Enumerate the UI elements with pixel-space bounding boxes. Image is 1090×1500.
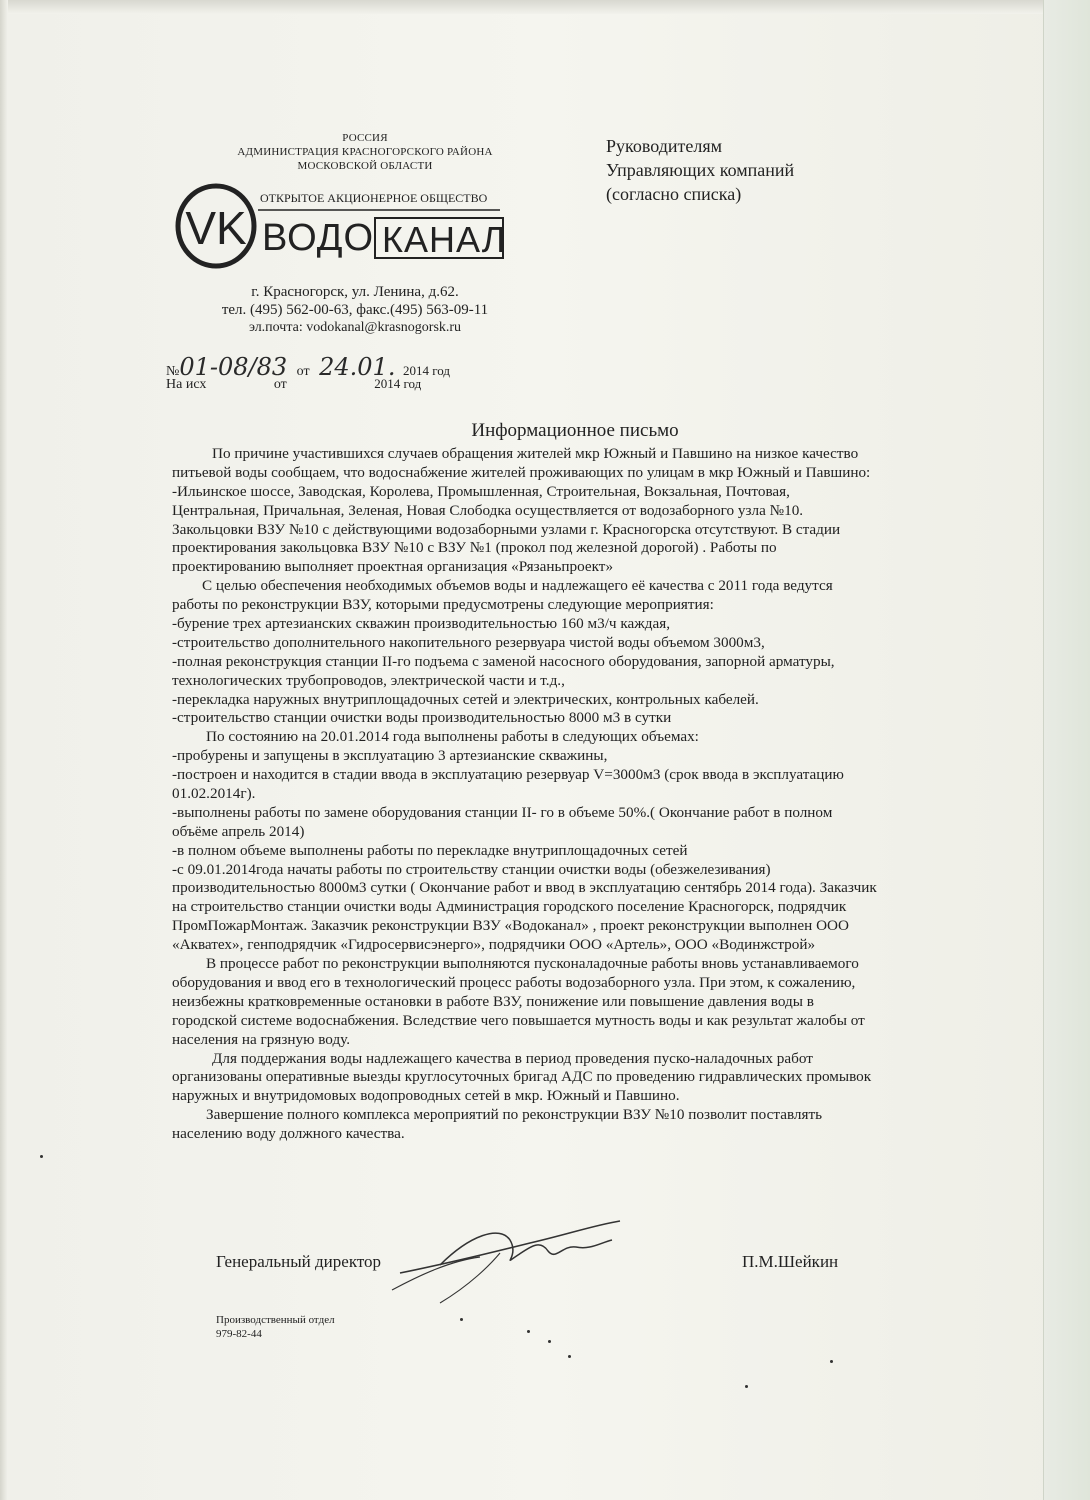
addressee-line-2: Управляющих компаний: [606, 160, 795, 180]
scan-speck: [460, 1318, 463, 1321]
letter-body: [172, 445, 992, 1144]
body-line: С целью обеспечения необходимых объемов воды и надлежащего её качества с 2011 года ведутся: [202, 577, 833, 595]
document-title: Информационное письмо: [471, 420, 679, 441]
scan-speck: [745, 1385, 748, 1388]
address-phones: тел. (495) 562-00-63, факс.(495) 563-09-11: [221, 302, 489, 318]
body-line: производительностью 8000м3 сутки ( Окончание работ и ввод в эксплуатацию сентябрь 2014 года). Заказчик: [172, 879, 877, 897]
reg-date-handwritten: 24.01.: [319, 353, 396, 381]
logo-word-kanal: КАНАЛ: [382, 219, 507, 260]
logo-word-vodo: ВОДО: [262, 217, 375, 259]
header-region: МОСКОВСКОЙ ОБЛАСТИ: [297, 160, 433, 172]
addressee-line-3: (согласно списка): [606, 184, 742, 204]
header-company-type: ОТКРЫТОЕ АКЦИОНЕРНОЕ ОБЩЕСТВО: [260, 191, 488, 205]
body-line: -полная реконструкция станции II-го подъема с заменой насосного оборудования, запорной арматуры,: [172, 652, 835, 670]
footer-phone: 979-82-44: [216, 1328, 262, 1340]
body-line: городской системе водоснабжения. Вследствие чего повышается мутность воды и как результат жалобы от: [172, 1011, 865, 1029]
scan-speck: [40, 1155, 43, 1158]
body-line: Центральная, Причальная, Зеленая, Новая Слободка осуществляется от водозаборного узла №10.: [172, 501, 804, 519]
reg-number-handwritten: 01-08/83: [179, 353, 288, 381]
address-email: эл.почта: vodokanal@krasnogorsk.ru: [248, 320, 462, 335]
addressee-line-1: Руководителям: [606, 136, 722, 156]
body-line: ПромПожарМонтаж. Заказчик реконструкции ВЗУ «Водоканал» , проект реконструкции выполнен ООО: [172, 917, 849, 935]
body-line: 01.02.2014г).: [172, 785, 256, 803]
body-line: -с 09.01.2014года начаты работы по строительству станции очистки воды (обезжелезивания): [172, 860, 771, 878]
vodokanal-logo: [170, 180, 510, 272]
logo-initials: VK: [185, 202, 247, 254]
signatory-name: П.М.Шейкин: [742, 1252, 839, 1271]
body-line: наружных и внутридомовых водопроводных сетей в мкр. Южный и Павшино.: [172, 1087, 680, 1105]
scan-shadow-left: [0, 0, 8, 1500]
body-line: -выполнены работы по замене оборудования станции II- го в объеме 50%.( Окончание работ в полном: [172, 803, 833, 821]
body-line: проектированию выполняет проектная организация «Рязаньпроект»: [172, 558, 614, 576]
body-line: «Акватех», генподрядчик «Гидросервисэнерго», подрядчики ООО «Артель», ООО «Водинжстрой»: [172, 936, 816, 954]
scan-shadow-top: [0, 0, 1090, 14]
body-line: -перекладка наружных внутриплощадочных сетей и электрических, контрольных кабелей.: [172, 690, 759, 708]
body-line: работы по реконструкции ВЗУ, которыми предусмотрены следующие мероприятия:: [172, 596, 714, 614]
addressee-block: [606, 134, 906, 206]
scan-speck: [568, 1355, 571, 1358]
reg-number-prefix: №: [166, 364, 180, 379]
body-line: По причине участившихся случаев обращения жителей мкр Южный и Павшино на низкое качество: [212, 445, 859, 462]
body-line: оборудования и ввод его в технологический процесс работы водозаборного узла. При этом, к сожалению,: [172, 973, 856, 991]
header-administration: АДМИНИСТРАЦИЯ КРАСНОГОРСКОГО РАЙОНА: [237, 146, 493, 158]
body-line: -бурение трех артезианских скважин производительностью 160 м3/ч каждая,: [172, 615, 671, 633]
signature-position: Генеральный директор: [216, 1252, 382, 1271]
address-street: г. Красногорск, ул. Ленина, д.62.: [251, 284, 459, 300]
body-line: населения на грязную воду.: [172, 1030, 351, 1048]
footer-block: [216, 1313, 335, 1341]
handwritten-signature: [380, 1195, 660, 1315]
reg-from-label: от: [296, 364, 310, 379]
body-line: -строительство дополнительного накопительного резервуара чистой воды объемом 3000м3,: [172, 633, 765, 651]
scan-speck: [830, 1360, 833, 1363]
body-line: Закольцовки ВЗУ №10 с действующими водозаборными узлами г. Красногорска отсутствуют. В стадии: [172, 520, 841, 538]
body-line: По состоянию на 20.01.2014 года выполнены работы в следующих объемах:: [206, 728, 699, 746]
body-line: на строительство станции очистки воды Администрация городского поселение Красногорск, подрядчик: [172, 898, 847, 916]
reg-year-label: 2014 год: [402, 363, 450, 378]
footer-department: Производственный отдел: [216, 1314, 335, 1326]
body-line: -Ильинское шоссе, Заводская, Королева, Промышленная, Строительная, Вокзальная, Почтовая,: [172, 482, 790, 500]
body-line: В процессе работ по реконструкции выполняются пусконаладочные работы вновь устанавливаемого: [206, 955, 859, 973]
scan-speck: [527, 1330, 530, 1333]
body-line: населению воду должного качества.: [172, 1125, 405, 1143]
body-line: Для поддержания воды надлежащего качества в период проведения пуско-наладочных работ: [212, 1049, 813, 1067]
body-line: организованы оперативные выезды круглосуточных бригад АДС по проведению гидравлических промывок: [172, 1068, 872, 1086]
body-line: неизбежны кратковременные остановки в работе ВЗУ, понижение или повышение давления воды в: [172, 992, 814, 1010]
body-line: объёме апрель 2014): [172, 822, 305, 840]
body-line: -в полном объеме выполнены работы по перекладке внутриплощадочных сетей: [172, 841, 688, 859]
body-line: -строительство станции очистки воды производительностью 8000 м3 в сутки: [172, 709, 672, 727]
body-line: -построен и находится в стадии ввода в эксплуатацию резервуар V=3000м3 (срок ввода в эксплуатацию: [172, 766, 844, 784]
body-line: -пробурены и запущены в эксплуатацию 3 артезианские скважины,: [172, 747, 608, 765]
scan-speck: [548, 1340, 551, 1343]
scan-paper-edge: [1043, 0, 1090, 1500]
body-line: питьевой воды сообщаем, что водоснабжение жителей проживающих по улицам в мкр Южный и Павшино:: [172, 463, 871, 481]
header-country: РОССИЯ: [342, 132, 388, 144]
body-line: Завершение полного комплекса мероприятий по реконструкции ВЗУ №10 позволит поставлять: [206, 1106, 823, 1124]
reply-label: На исх: [166, 377, 207, 392]
body-line: проектирования закольцовка ВЗУ №10 с ВЗУ №1 (прокол под железной дорогой) . Работы по: [172, 539, 777, 557]
reply-line: [166, 376, 421, 393]
reply-from: от: [273, 377, 287, 392]
reply-year: 2014 год: [374, 376, 422, 391]
body-line: технологических трубопроводов, электрической части и т.д.,: [172, 671, 565, 689]
